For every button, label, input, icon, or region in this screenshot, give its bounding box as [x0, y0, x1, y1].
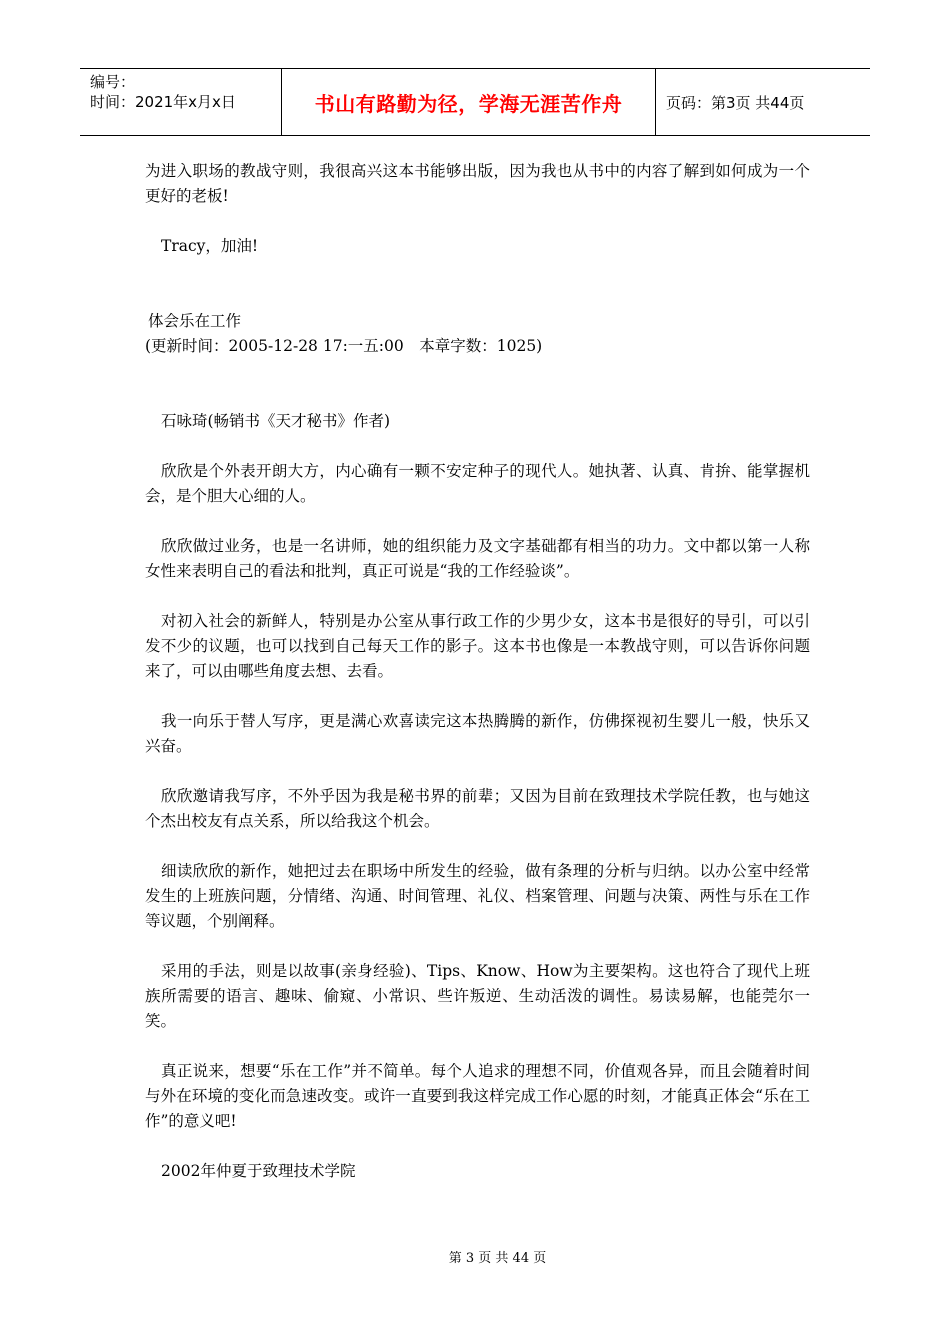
time-label: 时间：2021年x月x日	[90, 93, 236, 111]
body-paragraph: 细读欣欣的新作，她把过去在职场中所发生的经验，做有条理的分析与归纳。以办公室中经常发生的上班族问题，分情绪、沟通、时间管理、礼仪、档案管理、问题与决策、两性与乐在工作等议题，个别阐释。	[145, 862, 810, 930]
cheer-line: Tracy，加油!	[161, 237, 259, 255]
signoff-line: 2002年仲夏于致理技术学院	[161, 1162, 356, 1180]
header-page-info: 页码：第3页 共44页	[666, 93, 805, 112]
header-meta	[80, 69, 282, 135]
header-motto: 书山有路勤为径，学海无涯苦作舟	[282, 69, 656, 135]
intro-paragraph: 为进入职场的教战守则，我很高兴这本书能够出版，因为我也从书中的内容了解到如何成为一个更好的老板!	[145, 162, 810, 205]
body-paragraph: 欣欣邀请我写序，不外乎因为我是秘书界的前辈；又因为目前在致理技术学院任教，也与她这个杰出校友有点关系，所以给我这个机会。	[145, 787, 810, 830]
page-footer: 第 3 页 共 44 页	[448, 1251, 547, 1266]
page-header	[80, 68, 870, 136]
body-paragraph: 真正说来，想要“乐在工作”并不简单。每个人追求的理想不同，价值观各异，而且会随着时间与外在环境的变化而急速改变。或许一直要到我这样完成工作心愿的时刻，才能真正体会“乐在工作”的意义吧!	[145, 1062, 810, 1130]
chapter-title: 体会乐在工作	[148, 312, 242, 330]
author-line: 石咏琦(畅销书《天才秘书》作者)	[161, 412, 391, 430]
body-paragraph: 欣欣是个外表开朗大方，内心确有一颗不安定种子的现代人。她执著、认真、肯拚、能掌握机会，是个胆大心细的人。	[145, 462, 810, 505]
body-paragraph: 我一向乐于替人写序，更是满心欢喜读完这本热腾腾的新作，仿佛探视初生婴儿一般，快乐又兴奋。	[145, 712, 810, 755]
body-paragraph: 欣欣做过业务，也是一名讲师，她的组织能力及文字基础都有相当的功力。文中都以第一人称女性来表明自己的看法和批判，真正可说是“我的工作经验谈”。	[145, 537, 810, 580]
body-paragraph: 采用的手法，则是以故事(亲身经验)、Tips、Know、How为主要架构。这也符合了现代上班族所需要的语言、趣味、偷窥、小常识、些许叛逆、生动活泼的调性。易读易解，也能莞尔一笑。	[145, 962, 810, 1030]
document-body	[145, 159, 810, 1184]
body-paragraph: 对初入社会的新鲜人，特别是办公室从事行政工作的少男少女，这本书是很好的导引，可以引发不少的议题，也可以找到自己每天工作的影子。这本书也像是一本教战守则，可以告诉你问题来了，可以由哪些角度去想、去看。	[145, 612, 810, 680]
serial-label: 编号：	[90, 73, 136, 91]
chapter-meta: (更新时间：2005-12-28 17:一五:00 本章字数：1025)	[145, 337, 543, 355]
